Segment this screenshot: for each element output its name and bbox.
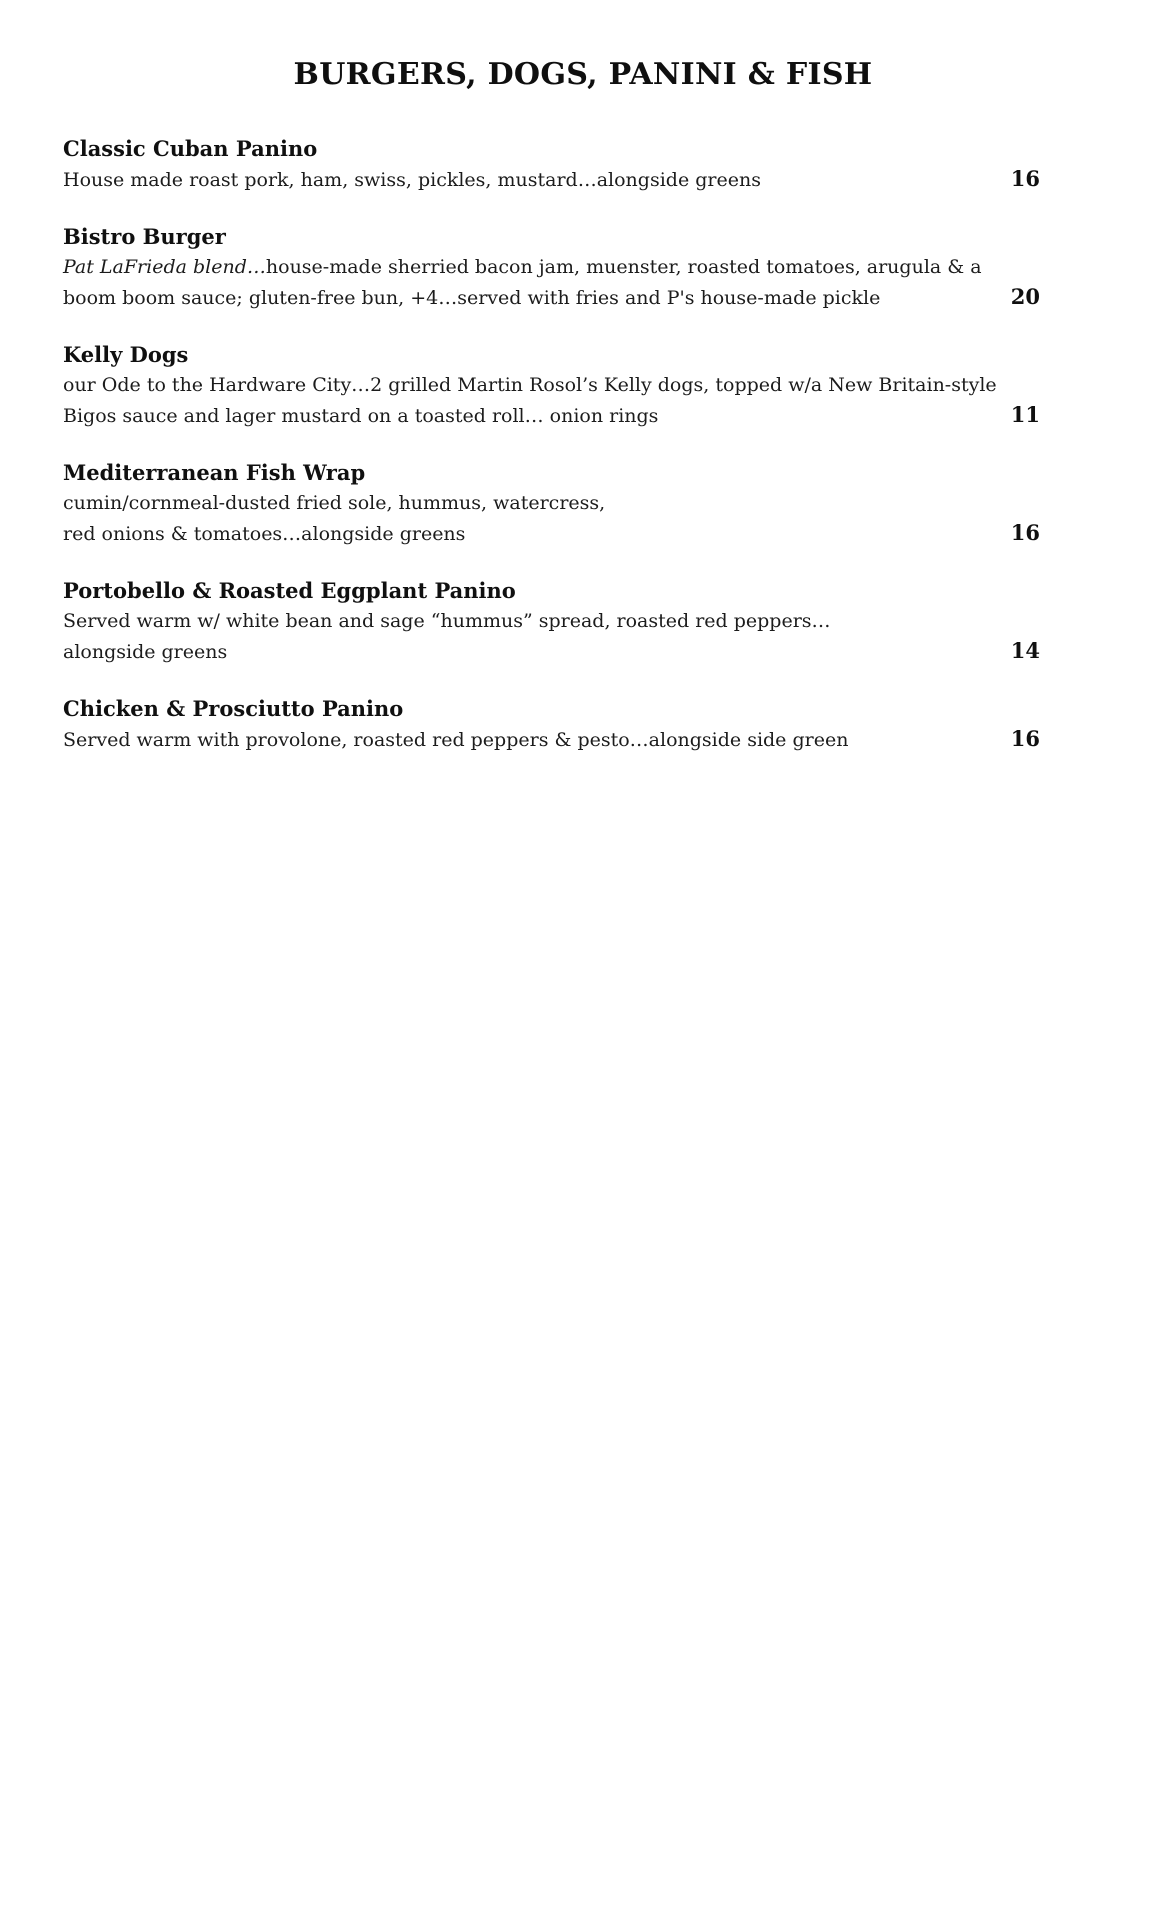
- item-name: Kelly Dogs: [63, 342, 189, 367]
- item-description-line: [63, 636, 1103, 667]
- item-description-text: Served warm with provolone, roasted red peppers & pesto…alongside side green: [63, 729, 849, 751]
- item-description-line: [63, 370, 1103, 400]
- item-description-text: alongside greens: [63, 641, 228, 663]
- menu-item-portobello-roasted-eggplant-panino: [63, 576, 1103, 667]
- item-name: Chicken & Prosciutto Panino: [63, 696, 404, 721]
- item-description-text: Served warm w/ white bean and sage “hummus” spread, roasted red peppers…: [63, 610, 831, 632]
- item-description-text: house-made sherried bacon jam, muenster, roasted tomatoes, arugula & a: [265, 256, 982, 278]
- menu-item-mediterranean-fish-wrap: [63, 458, 1103, 549]
- item-price: 20: [1010, 284, 1040, 309]
- item-description-line: [63, 400, 1103, 431]
- item-description-italic-lead: Pat LaFrieda blend…: [63, 256, 266, 278]
- item-price: 16: [1010, 520, 1040, 545]
- item-name: Mediterranean Fish Wrap: [63, 460, 366, 485]
- item-name: Bistro Burger: [63, 224, 226, 249]
- item-name: Classic Cuban Panino: [63, 136, 318, 161]
- item-description-line: [63, 252, 1103, 282]
- item-description-text: Bigos sauce and lager mustard on a toasted roll… onion rings: [63, 405, 659, 427]
- item-description-line: [63, 518, 1103, 549]
- menu-item-bistro-burger: [63, 222, 1103, 313]
- item-price: 16: [1010, 166, 1040, 191]
- menu-item-chicken-prosciutto-panino: [63, 694, 1103, 755]
- item-description-text: cumin/cornmeal-dusted fried sole, hummus, watercress,: [63, 492, 606, 514]
- item-price: 11: [1010, 402, 1040, 427]
- item-description-line: [63, 724, 1103, 755]
- menu-item-classic-cuban-panino: [63, 134, 1103, 195]
- item-description-text: red onions & tomatoes…alongside greens: [63, 523, 466, 545]
- item-description-text: House made roast pork, ham, swiss, pickles, mustard…alongside greens: [63, 169, 761, 191]
- menu-item-kelly-dogs: [63, 340, 1103, 431]
- item-description-text: our Ode to the Hardware City…2 grilled Martin Rosol’s Kelly dogs, topped w/a New Britain-style: [63, 374, 997, 396]
- item-description-text: boom boom sauce; gluten-free bun, +4…served with fries and P's house-made pickle: [63, 287, 881, 309]
- item-description-line: [63, 606, 1103, 636]
- item-description-line: [63, 164, 1103, 195]
- item-description-line: [63, 488, 1103, 518]
- item-description-line: [63, 282, 1103, 313]
- item-name: Portobello & Roasted Eggplant Panino: [63, 578, 516, 603]
- page-title: BURGERS, DOGS, PANINI & FISH: [293, 57, 873, 92]
- item-price: 14: [1010, 638, 1040, 663]
- item-price: 16: [1010, 726, 1040, 751]
